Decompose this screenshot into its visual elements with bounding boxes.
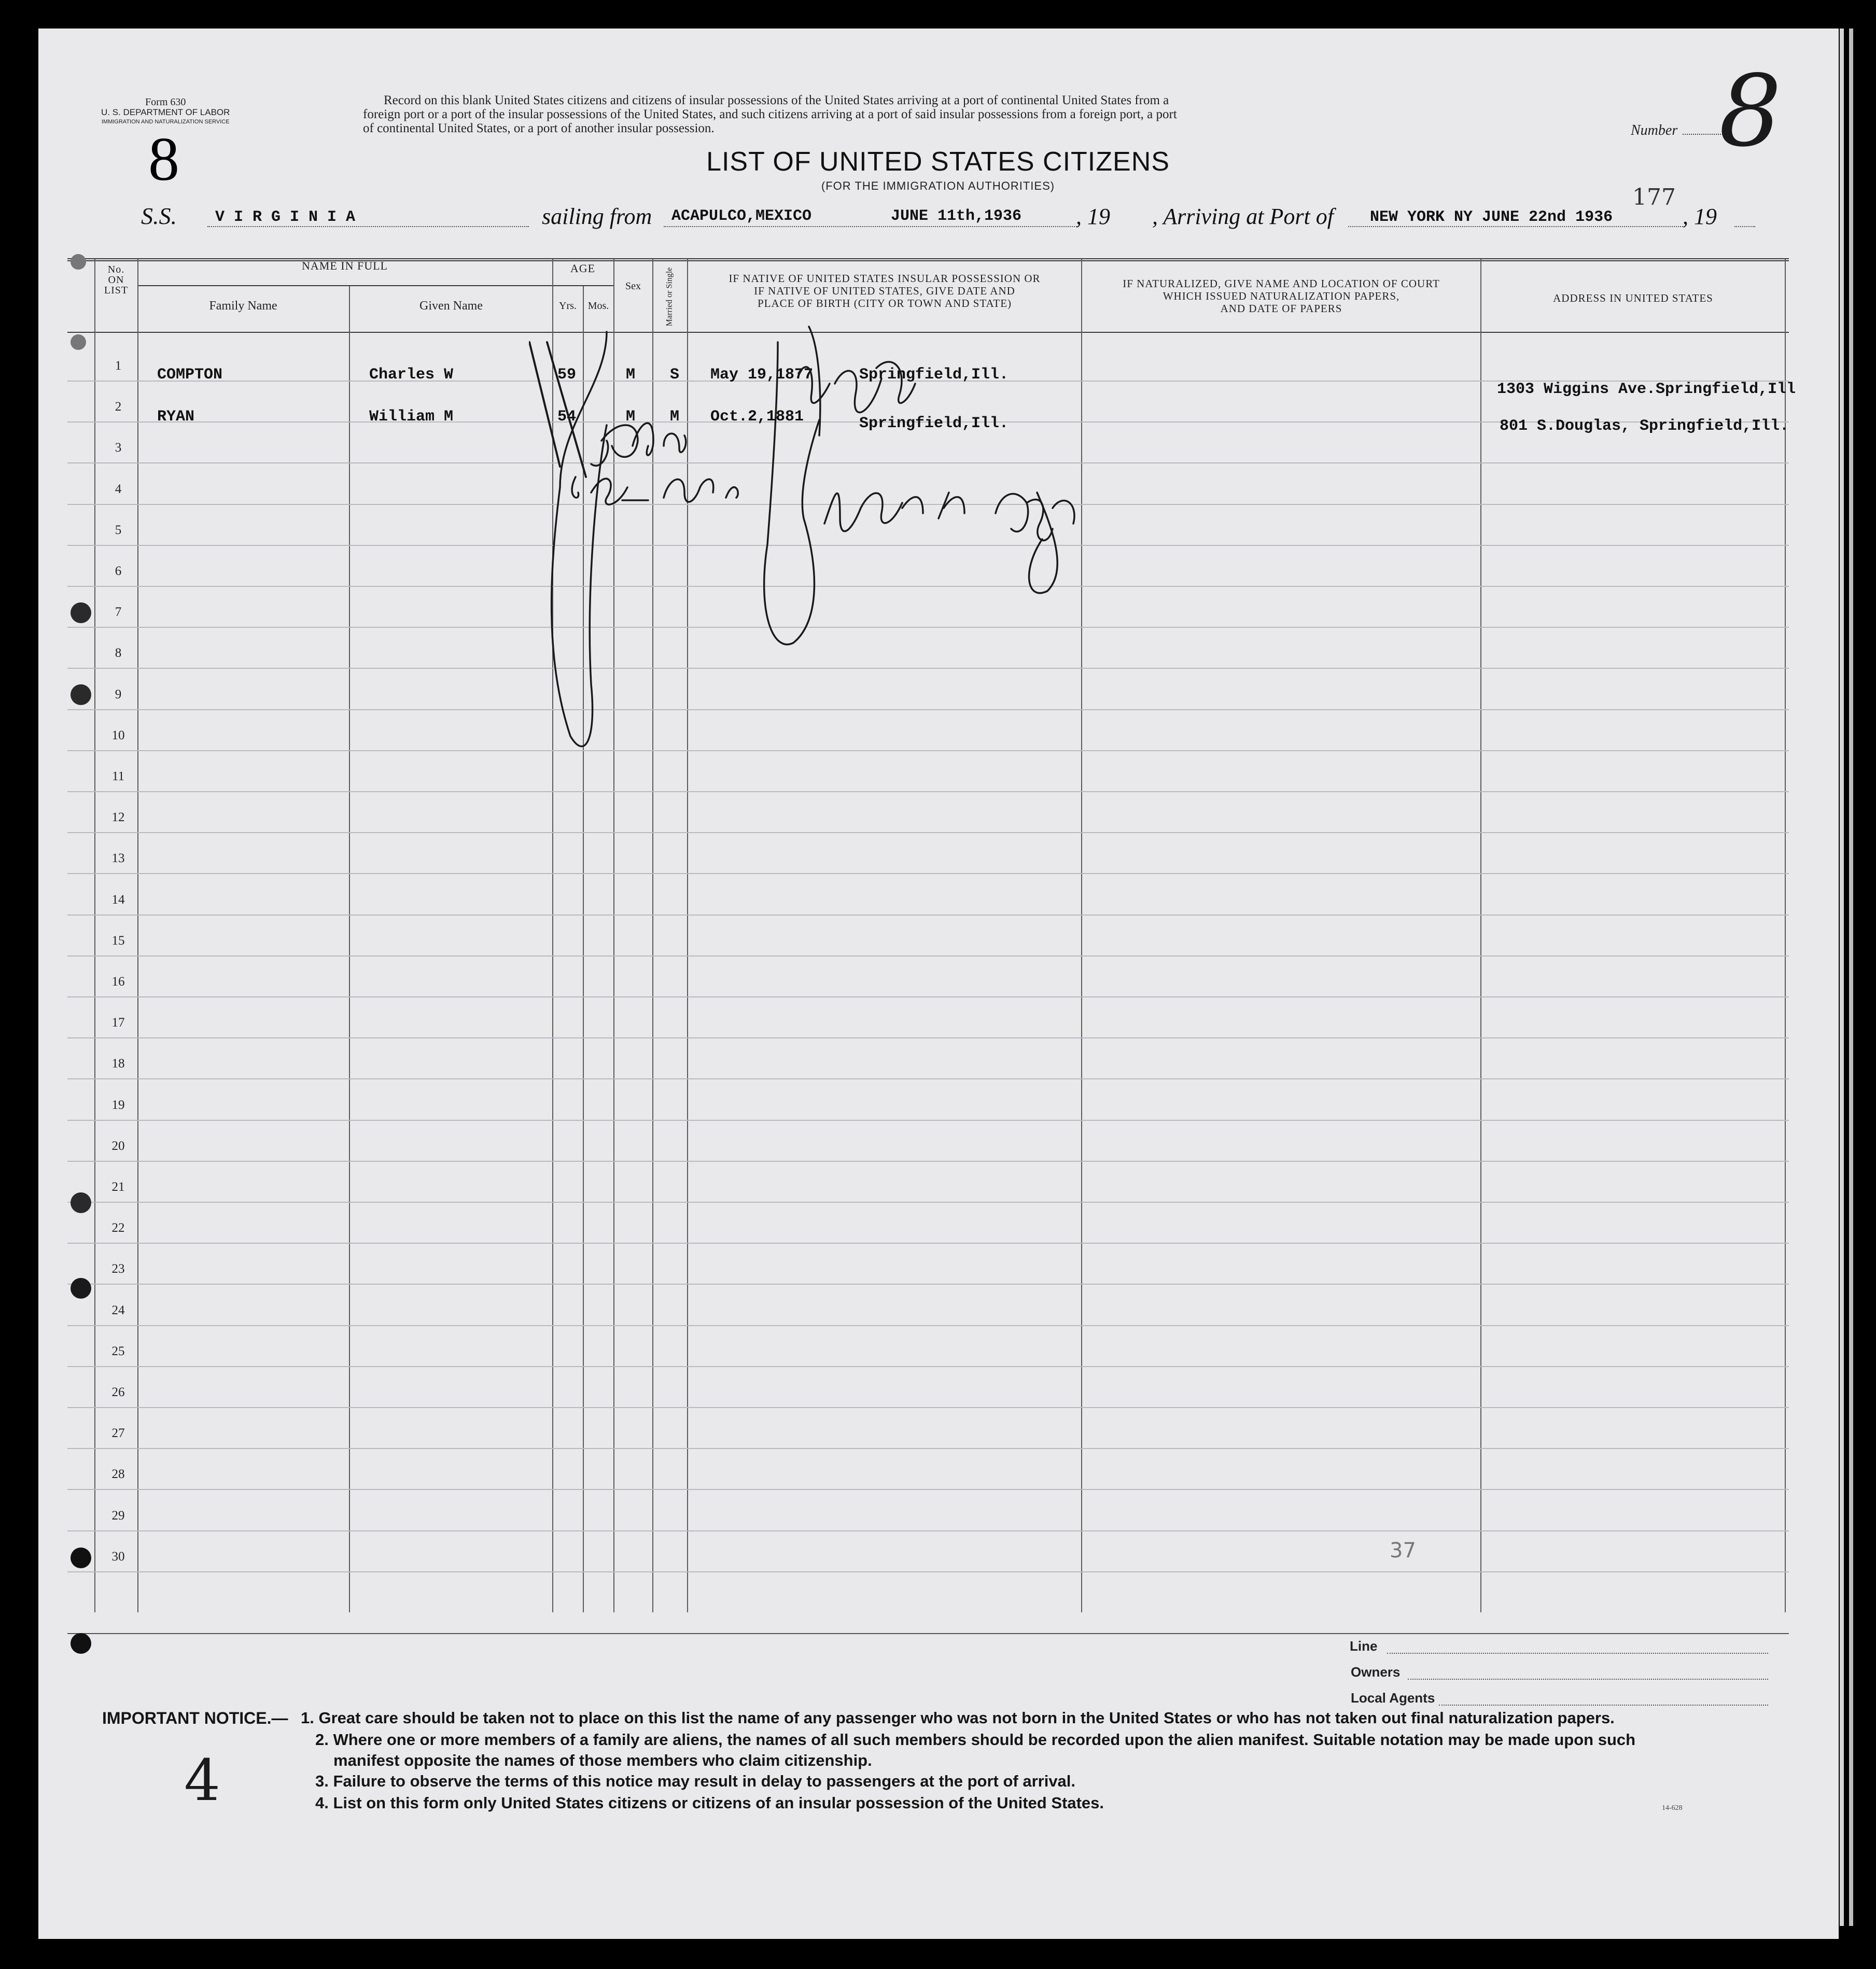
col-age-yrs: Yrs. (559, 300, 577, 312)
row-number: 26 (111, 1385, 125, 1399)
marital-cell: M (670, 408, 680, 426)
header-text: IF NATIVE OF UNITED STATES INSULAR POSSESSION OR (729, 272, 1041, 285)
stamp-number: 177 (1632, 184, 1676, 210)
birth-place-cell: Springfield,Ill. (859, 415, 1009, 432)
header-text: IF NATURALIZED, GIVE NAME AND LOCATION OF COURT (1123, 277, 1440, 290)
row-rule (67, 1325, 1789, 1326)
form-id-block (101, 97, 230, 127)
form-number: Form 630 (145, 96, 186, 108)
col-birth-info (688, 272, 1081, 310)
year-prefix: , 19 (1683, 204, 1717, 229)
row-rule (67, 1571, 1789, 1572)
notice-item: 4. List on this form only United States citizens or citizens of an insular possession of the United States. (315, 1794, 1104, 1812)
row-number: 27 (111, 1426, 125, 1441)
birth-date-cell: May 19,1877 (710, 366, 814, 384)
col-family-name: Family Name (209, 299, 277, 313)
row-number: 22 (111, 1221, 125, 1235)
row-number: 16 (111, 975, 125, 989)
punch-hole (71, 254, 86, 270)
row-number: 30 (111, 1549, 125, 1564)
row-number: 18 (111, 1057, 125, 1071)
row-rule (67, 1448, 1789, 1449)
sailing-from-label: sailing from (542, 204, 652, 229)
row-number: 4 (115, 482, 122, 496)
arriving-label: , Arriving at Port of (1152, 204, 1334, 229)
row-rule (67, 955, 1789, 957)
name-header-rule (137, 285, 552, 286)
col-given-name: Given Name (419, 299, 483, 313)
notice-item: 2. Where one or more members of a family are aliens, the names of all such members should be recorded upon the alien manifest. Suitable notation may be made upon such (315, 1731, 1636, 1749)
row-number: 2 (115, 400, 122, 414)
arriving-port: NEW YORK NY JUNE 22nd 1936 (1370, 208, 1613, 226)
sex-cell: M (626, 408, 636, 426)
row-number: 29 (111, 1508, 125, 1523)
row-number: 3 (115, 441, 122, 455)
row-number: 1 (115, 359, 122, 373)
page-edge (1840, 29, 1844, 1926)
row-rule (67, 1407, 1789, 1408)
punch-hole (71, 1633, 91, 1654)
instructions (363, 93, 1177, 135)
punch-hole (71, 1278, 91, 1299)
birth-date-cell: Oct.2,1881 (710, 408, 804, 426)
header-text: LIST (104, 285, 129, 296)
col-address: ADDRESS IN UNITED STATES (1553, 292, 1713, 304)
notice-item: manifest opposite the names of those members who claim citizenship. (333, 1751, 872, 1769)
col-age: AGE (570, 262, 596, 275)
table-bottom-rule (67, 1633, 1789, 1634)
row-rule (67, 1530, 1789, 1531)
row-number: 28 (111, 1467, 125, 1482)
header-text: AND DATE OF PAPERS (1220, 302, 1342, 315)
family-name-cell: RYAN (157, 408, 195, 426)
local-agents-field (1439, 1705, 1768, 1706)
service: IMMIGRATION AND NATURALIZATION SERVICE (101, 119, 230, 125)
row-number: 21 (111, 1180, 125, 1194)
print-code: 14-628 (1662, 1804, 1683, 1812)
row-rule (67, 791, 1789, 792)
row-rule (67, 996, 1789, 997)
notice-heading-text: IMPORTANT NOTICE. (102, 1709, 272, 1727)
header-text: No. (107, 264, 125, 275)
punch-hole (71, 684, 91, 705)
marital-cell: S (670, 366, 680, 384)
row-number: 9 (115, 687, 122, 701)
annotation-number: 37 (1390, 1539, 1416, 1563)
instructions-line: foreign port or a port of the insular possessions of the United States, and such citizens arriving at a port of said insular possessions from a foreign port, a port (363, 107, 1177, 121)
col-sex: Sex (625, 280, 641, 292)
row-number: 19 (111, 1098, 125, 1112)
col-name-in-full: NAME IN FULL (302, 259, 388, 272)
address-cell: 1303 Wiggins Ave.Springfield,Ill (1497, 381, 1796, 398)
punch-hole (71, 1192, 91, 1213)
row-number: 11 (111, 769, 125, 783)
row-rule (67, 1120, 1789, 1121)
sailing-from-port: ACAPULCO,MEXICO (671, 207, 812, 225)
row-rule (67, 1202, 1789, 1203)
hand-mark: 4 (184, 1747, 220, 1813)
col-no-on-list (95, 264, 137, 296)
local-agents-label: Local Agents (1351, 1690, 1435, 1706)
birth-place-cell: Springfield,Ill. (859, 366, 1009, 384)
header-text: IF NATIVE OF UNITED STATES, GIVE DATE AND (754, 285, 1015, 297)
row-number: 10 (111, 728, 125, 742)
ship-line (207, 226, 529, 227)
page-subtitle: (FOR THE IMMIGRATION AUTHORITIES) (821, 179, 1055, 192)
row-number: 15 (111, 933, 125, 948)
row-rule (67, 1284, 1789, 1285)
department: U. S. DEPARTMENT OF LABOR (101, 107, 230, 117)
row-number: 24 (111, 1303, 125, 1317)
line-label: Line (1350, 1638, 1378, 1654)
family-name-cell: COMPTON (157, 366, 223, 384)
col-age-mos: Mos. (587, 300, 609, 312)
row-rule (67, 832, 1789, 833)
header-text: ON (108, 274, 124, 286)
ss-label: S.S. (141, 203, 177, 229)
age-years-cell: 54 (557, 408, 577, 426)
notice-heading: IMPORTANT NOTICE.— (102, 1709, 288, 1727)
notice-item: 3. Failure to observe the terms of this notice may result in delay to passengers at the port of arrival. (315, 1772, 1076, 1790)
row-number: 13 (111, 851, 125, 866)
row-number: 12 (111, 810, 125, 825)
year-prefix: , 19 (1076, 204, 1110, 229)
instructions-line: of continental United States, or a port of another insular possession. (363, 121, 715, 135)
row-number: 23 (111, 1262, 125, 1276)
owners-label: Owners (1351, 1664, 1401, 1680)
list-number: 8 (1719, 54, 1782, 168)
row-rule (67, 1037, 1789, 1038)
age-years-cell: 59 (557, 366, 577, 384)
col-naturalization (1082, 277, 1480, 315)
header-text: PLACE OF BIRTH (CITY OR TOWN AND STATE) (757, 297, 1012, 310)
col-married-single: Married or Single (665, 267, 674, 327)
row-rule (67, 1243, 1789, 1244)
address-cell: 801 S.Douglas, Springfield,Ill. (1500, 417, 1789, 435)
row-rule (67, 1078, 1789, 1079)
instructions-line: Record on this blank United States citizens and citizens of insular possessions of the United States arriving at a port of continental United States from a (384, 93, 1169, 107)
punch-hole (71, 334, 86, 350)
header-text: WHICH ISSUED NATURALIZATION PAPERS, (1163, 290, 1400, 302)
margin-mark: 8 (148, 124, 179, 193)
sailing-line (664, 226, 1079, 227)
row-rule (67, 915, 1789, 916)
given-name-cell: Charles W (369, 366, 454, 384)
number-label: Number (1631, 122, 1678, 138)
arriving-line (1348, 226, 1685, 227)
row-number: 14 (111, 892, 125, 907)
row-number: 6 (115, 564, 122, 578)
owners-field (1408, 1679, 1768, 1680)
row-rule (67, 1366, 1789, 1367)
ship-name: V I R G I N I A (215, 208, 356, 226)
row-rule (67, 1161, 1789, 1162)
notice-item: 1. Great care should be taken not to place on this list the name of any passenger who was not born in the United States or who has not taken out final naturalization papers. (301, 1709, 1615, 1727)
sex-cell: M (626, 366, 636, 384)
page-title: LIST OF UNITED STATES CITIZENS (706, 147, 1170, 177)
punch-hole (71, 602, 91, 623)
row-number: 8 (115, 646, 122, 660)
row-rule (67, 1489, 1789, 1490)
row-number: 7 (115, 605, 122, 620)
row-rule (67, 873, 1789, 874)
column-divider (349, 286, 350, 1612)
line-field (1387, 1653, 1768, 1654)
page-edge (1849, 29, 1853, 1926)
row-number: 17 (111, 1016, 125, 1030)
given-name-cell: William M (369, 408, 454, 426)
signature (529, 321, 1099, 762)
row-number: 20 (111, 1138, 125, 1153)
sailing-date: JUNE 11th,1936 (891, 207, 1022, 225)
row-number: 25 (111, 1344, 125, 1358)
year-line (1734, 226, 1755, 227)
punch-hole (71, 1548, 91, 1568)
row-number: 5 (115, 523, 122, 537)
